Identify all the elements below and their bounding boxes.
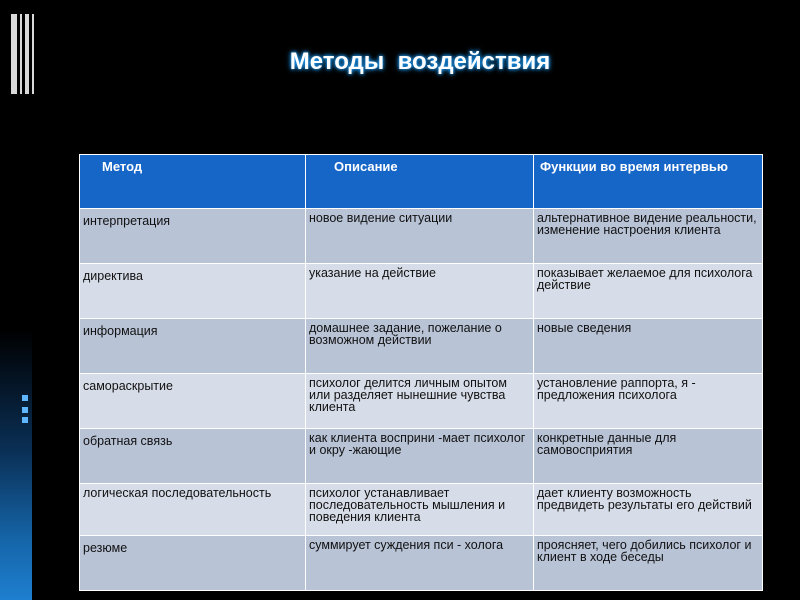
cell-description: суммирует суждения пси - холога (306, 536, 534, 591)
cell-functions: альтернативное видение реальности, изменение настроения клиента (534, 209, 763, 264)
cell-functions: новые сведения (534, 319, 763, 374)
cell-description: домашнее задание, пожелание о возможном действии (306, 319, 534, 374)
header-functions: Функции во время интервью (534, 155, 763, 209)
table-row (80, 374, 763, 429)
table-row (80, 319, 763, 374)
cell-method: директива (80, 264, 306, 319)
slide-title: Методы воздействия (289, 48, 551, 75)
header-method: Метод (80, 155, 306, 209)
cell-description: указание на действие (306, 264, 534, 319)
table-row (80, 484, 763, 536)
cell-functions: проясняет, чего добились психолог и клиент в ходе беседы (534, 536, 763, 591)
cell-method: логическая последовательность (80, 484, 306, 536)
cell-functions: установление раппорта, я - предложения психолога (534, 374, 763, 429)
cell-functions: дает клиенту возможность предвидеть результаты его действий (534, 484, 763, 536)
table-header-row (80, 155, 763, 209)
cell-method: информация (80, 319, 306, 374)
cell-description: новое видение ситуации (306, 209, 534, 264)
cell-method: резюме (80, 536, 306, 591)
methods-table (79, 154, 763, 591)
cell-method: обратная связь (80, 429, 306, 484)
table-row (80, 264, 763, 319)
cell-description: психолог делится личным опытом или разделяет нынешние чувства клиента (306, 374, 534, 429)
cell-description: психолог устанавливает последовательность мышления и поведения клиента (306, 484, 534, 536)
cell-method: интерпретация (80, 209, 306, 264)
header-description: Описание (306, 155, 534, 209)
cell-method: самораскрытие (80, 374, 306, 429)
cell-functions: показывает желаемое для психолога действие (534, 264, 763, 319)
table-row (80, 209, 763, 264)
table-row (80, 429, 763, 484)
side-stripes-decoration (22, 395, 32, 595)
cell-description: как клиента восприни -мает психолог и окру -жающие (306, 429, 534, 484)
table-row (80, 536, 763, 591)
cell-functions: конкретные данные для самовосприятия (534, 429, 763, 484)
